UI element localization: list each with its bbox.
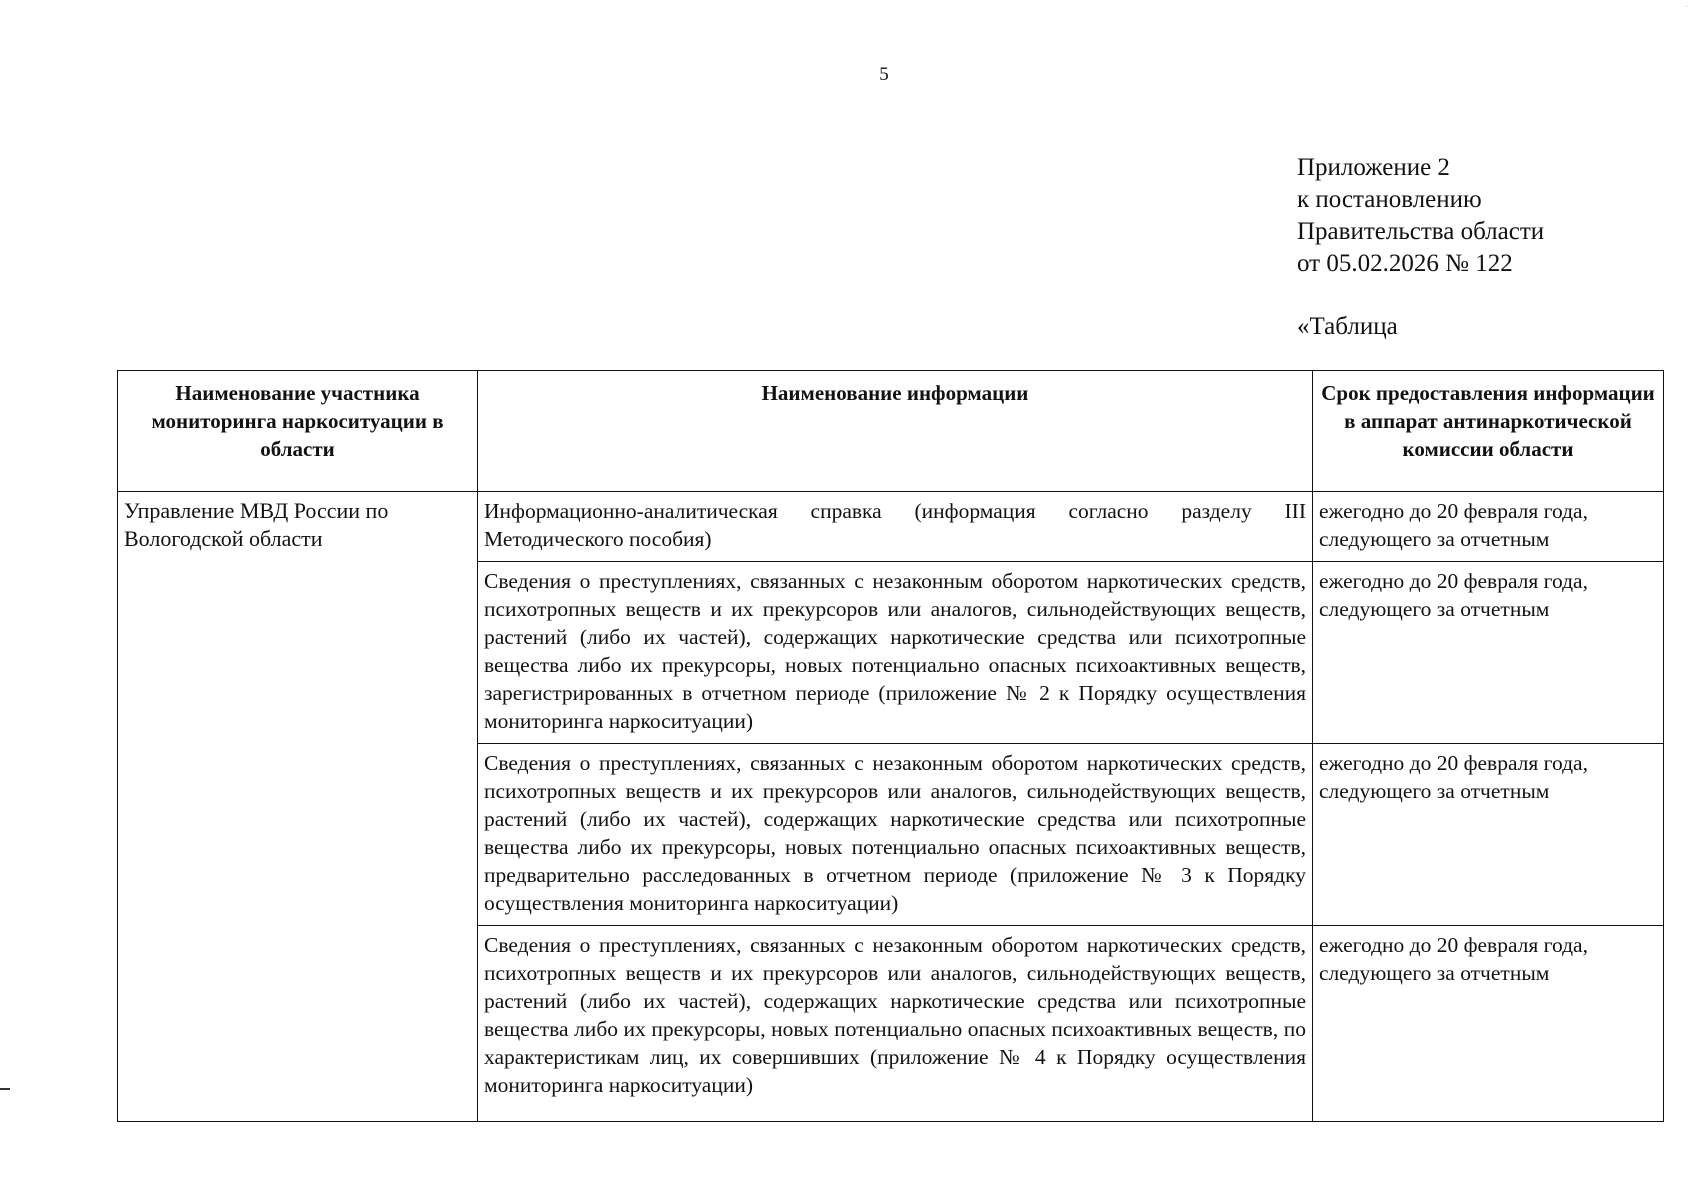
deadline-cell: ежегодно до 20 февраля года, следующего за отчетным xyxy=(1313,492,1664,562)
table-row xyxy=(118,492,1664,562)
table-container xyxy=(117,370,1663,1122)
scan-artifact xyxy=(1686,6,1687,7)
margin-mark xyxy=(0,1088,10,1090)
info-cell: Сведения о преступлениях, связанных с незаконным оборотом наркотических средств, психотропных веществ и их прекурсоров или аналогов, сильнодействующих веществ, растений (либо их частей), содержащих наркотические средства или психотропные вещества либо их прекурсоры, новых потенциально опасных психоактивных веществ, предварительно расследованных в отчетном периоде (приложение № 3 к Порядку осуществления мониторинга наркоситуации) xyxy=(478,744,1313,926)
header-deadline: Срок предоставления информации в аппарат антинаркотической комиссии области xyxy=(1313,371,1664,492)
header-participant: Наименование участника мониторинга наркоситуации в области xyxy=(118,371,478,492)
info-cell: Сведения о преступлениях, связанных с незаконным оборотом наркотических средств, психотропных веществ и их прекурсоров или аналогов, сильнодействующих веществ, растений (либо их частей), содержащих наркотические средства или психотропные вещества либо их прекурсоры, новых потенциально опасных психоактивных веществ, по характеристикам лиц, их совершивших (приложение № 4 к Порядку осуществления мониторинга наркоситуации) xyxy=(478,926,1313,1122)
appendix-line-2: к постановлению xyxy=(1297,186,1482,213)
info-cell: Сведения о преступлениях, связанных с незаконным оборотом наркотических средств, психотропных веществ и их прекурсоров или аналогов, сильнодействующих веществ, растений (либо их частей), содержащих наркотические средства или психотропные вещества либо их прекурсоры, новых потенциально опасных психоактивных веществ, зарегистрированных в отчетном периоде (приложение № 2 к Порядку осуществления мониторинга наркоситуации) xyxy=(478,562,1313,744)
deadline-cell: ежегодно до 20 февраля года, следующего за отчетным xyxy=(1313,926,1664,1122)
appendix-line-4: от 05.02.2026 № 122 xyxy=(1297,250,1513,277)
monitoring-table xyxy=(117,370,1664,1122)
deadline-cell: ежегодно до 20 февраля года, следующего за отчетным xyxy=(1313,562,1664,744)
table-label: «Таблица xyxy=(1297,313,1398,340)
page-number: 5 xyxy=(879,64,889,85)
appendix-line-3: Правительства области xyxy=(1297,218,1545,245)
table-header-row xyxy=(118,371,1664,492)
deadline-cell: ежегодно до 20 февраля года, следующего за отчетным xyxy=(1313,744,1664,926)
header-information: Наименование информации xyxy=(478,371,1313,492)
appendix-block xyxy=(1297,152,1544,280)
appendix-line-1: Приложение 2 xyxy=(1297,154,1450,181)
participant-cell: Управление МВД России по Вологодской области xyxy=(118,492,478,1122)
info-cell: Информационно-аналитическая справка (информация согласно разделу III Методического пособия) xyxy=(478,492,1313,562)
